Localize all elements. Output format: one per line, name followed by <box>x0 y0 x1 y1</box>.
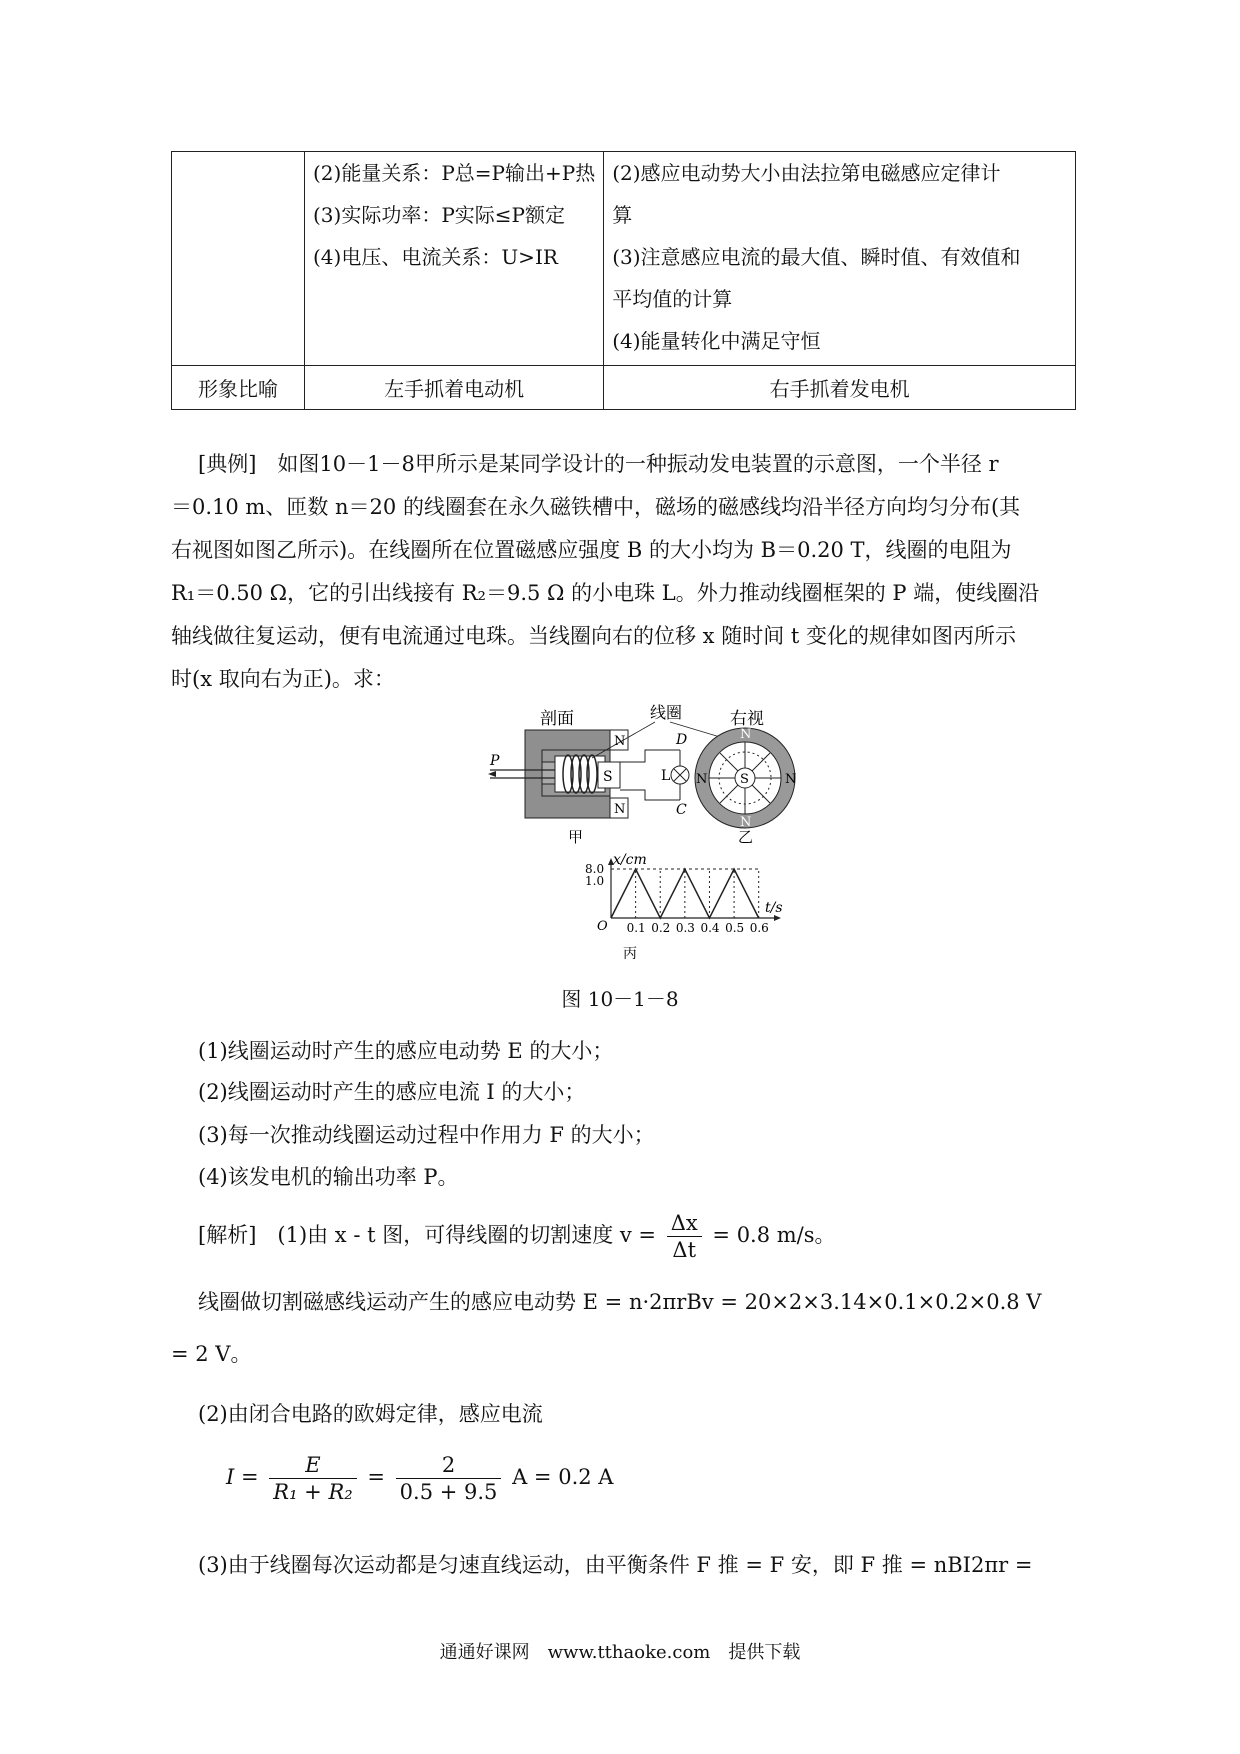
solution-line-4: (2)由闭合电路的欧姆定律，感应电流 <box>198 1402 543 1426</box>
n-pole-label-right-right: N <box>785 772 797 787</box>
example-line: 时(x 取向右为正)。求： <box>171 667 395 691</box>
displacement-time-chart <box>575 850 795 965</box>
point-d-label: D <box>676 732 688 748</box>
example-line: R₁＝0.50 Ω，它的引出线接有 R₂＝9.5 Ω 的小电珠 L。外力推动线圈框架的 P 端，使线圈沿 <box>171 581 1040 605</box>
motor-metaphor: 左手抓着电动机 <box>305 366 604 410</box>
diagram-label-yi: 乙 <box>738 828 754 846</box>
solution-line-3: = 2 V。 <box>171 1342 252 1366</box>
solution-text: = 0.8 m/s。 <box>712 1223 836 1247</box>
x-tick-label: 0.4 <box>700 921 720 935</box>
row-label: 形象比喻 <box>172 366 305 410</box>
cell-line: 平均值的计算 <box>612 287 733 311</box>
n-pole-label-right-left: N <box>696 772 708 787</box>
current-fraction-1 <box>269 1452 356 1505</box>
n-pole-label-right-top: N <box>740 727 752 742</box>
example-line: [典例] 如图10－1－8甲所示是某同学设计的一种振动发电装置的示意图，一个半径 r <box>198 452 999 476</box>
question-item: (3)每一次推动线圈运动过程中作用力 F 的大小； <box>198 1123 655 1147</box>
example-line: 轴线做往复运动，便有电流通过电珠。当线圈向右的位移 x 随时间 t 变化的规律如图丙所示 <box>171 624 1016 648</box>
figure-caption: 图 10－1－8 <box>561 987 679 1011</box>
solution-line-1 <box>198 1210 836 1263</box>
table-row <box>172 152 1076 366</box>
question-item: (2)线圈运动时产生的感应电流 I 的大小； <box>198 1080 586 1104</box>
velocity-fraction <box>667 1210 702 1263</box>
section-label: 剖面 <box>540 709 574 729</box>
coil-label: 线圈 <box>650 703 683 722</box>
cell-line: (4)能量转化中满足守恒 <box>612 329 821 353</box>
y-tick-label: 1.0 <box>585 874 605 889</box>
x-tick-label: 0.3 <box>675 921 695 935</box>
solution-text: A = 0.2 A <box>512 1465 614 1489</box>
cell-line: (4)电压、电流关系：U>IR <box>313 245 558 269</box>
fraction-denominator: 0.5 + 9.5 <box>399 1480 498 1504</box>
solution-text: [解析] (1)由 x - t 图，可得线圈的切割速度 v = <box>198 1223 657 1247</box>
n-pole-label-right-bottom: N <box>740 815 752 830</box>
s-pole-label-right: S <box>740 772 749 787</box>
n-pole-label-top: N <box>614 734 626 749</box>
question-item: (4)该发电机的输出功率 P。 <box>198 1165 459 1189</box>
x-tick-label: 0.1 <box>626 921 646 935</box>
x-tick-label: 0.6 <box>749 921 769 935</box>
origin-label: O <box>597 919 608 934</box>
comparison-table <box>171 151 1076 410</box>
point-c-label: C <box>676 802 687 818</box>
s-pole-label: S <box>603 769 613 785</box>
fraction-numerator: Δx <box>667 1210 702 1237</box>
current-fraction-2 <box>396 1452 502 1505</box>
x-tick-label: 0.5 <box>725 921 745 935</box>
diagram-label-jia: 甲 <box>568 828 584 846</box>
fraction-numerator: 2 <box>396 1452 502 1479</box>
page-footer: 通通好课网 www.tthaoke.com 提供下载 <box>439 1642 801 1663</box>
chart-label-bing: 丙 <box>623 946 637 962</box>
example-line: ＝0.10 m、匝数 n＝20 的线圈套在永久磁铁槽中，磁场的磁感线均沿半径方向均匀分布(其 <box>171 495 1021 519</box>
x-tick-label: 0.2 <box>651 921 671 935</box>
solution-text: I = <box>226 1465 259 1489</box>
fraction-numerator: E <box>269 1452 356 1479</box>
cell-line: (3)注意感应电流的最大值、瞬时值、有效值和 <box>612 245 1021 269</box>
table-cell-empty <box>172 152 305 366</box>
generator-metaphor: 右手抓着发电机 <box>604 366 1076 410</box>
fraction-denominator: Δt <box>672 1238 697 1262</box>
table-cell-motor <box>305 152 604 366</box>
question-item: (1)线圈运动时产生的感应电动势 E 的大小； <box>198 1039 614 1063</box>
solution-text: = <box>367 1465 385 1489</box>
solution-line-5 <box>226 1447 613 1507</box>
lamp-label: L <box>661 768 671 784</box>
table-row <box>172 366 1076 410</box>
cell-line: (2)感应电动势大小由法拉第电磁感应定律计 <box>612 161 1001 185</box>
x-axis-label: t/s <box>765 900 783 916</box>
table-cell-generator <box>604 152 1076 366</box>
solution-line-6: (3)由于线圈每次运动都是匀速直线运动，由平衡条件 F 推 = F 安，即 F 推 = nBI2πr = <box>198 1553 1033 1577</box>
generator-diagram <box>480 700 810 850</box>
solution-line-2: 线圈做切割磁感线运动产生的感应电动势 E = n·2πrBv = 20×2×3.14×0.1×0.2×0.8 V <box>198 1290 1042 1314</box>
y-axis-label: x/cm <box>613 852 647 868</box>
n-pole-label-bottom: N <box>614 802 626 817</box>
cell-line: (3)实际功率：P实际≤P额定 <box>313 203 566 227</box>
y-tick-label: 8.0 <box>585 862 605 877</box>
example-line: 右视图如图乙所示)。在线圈所在位置磁感应强度 B 的大小均为 B＝0.20 T，线圈的电阻为 <box>171 538 1012 562</box>
cell-line: 算 <box>612 203 633 227</box>
cell-line: (2)能量关系：P总=P输出+P热 <box>313 161 596 185</box>
right-view-label: 右视 <box>730 709 764 729</box>
point-p-label: P <box>490 753 500 769</box>
fraction-denominator: R₁ + R₂ <box>273 1480 353 1504</box>
